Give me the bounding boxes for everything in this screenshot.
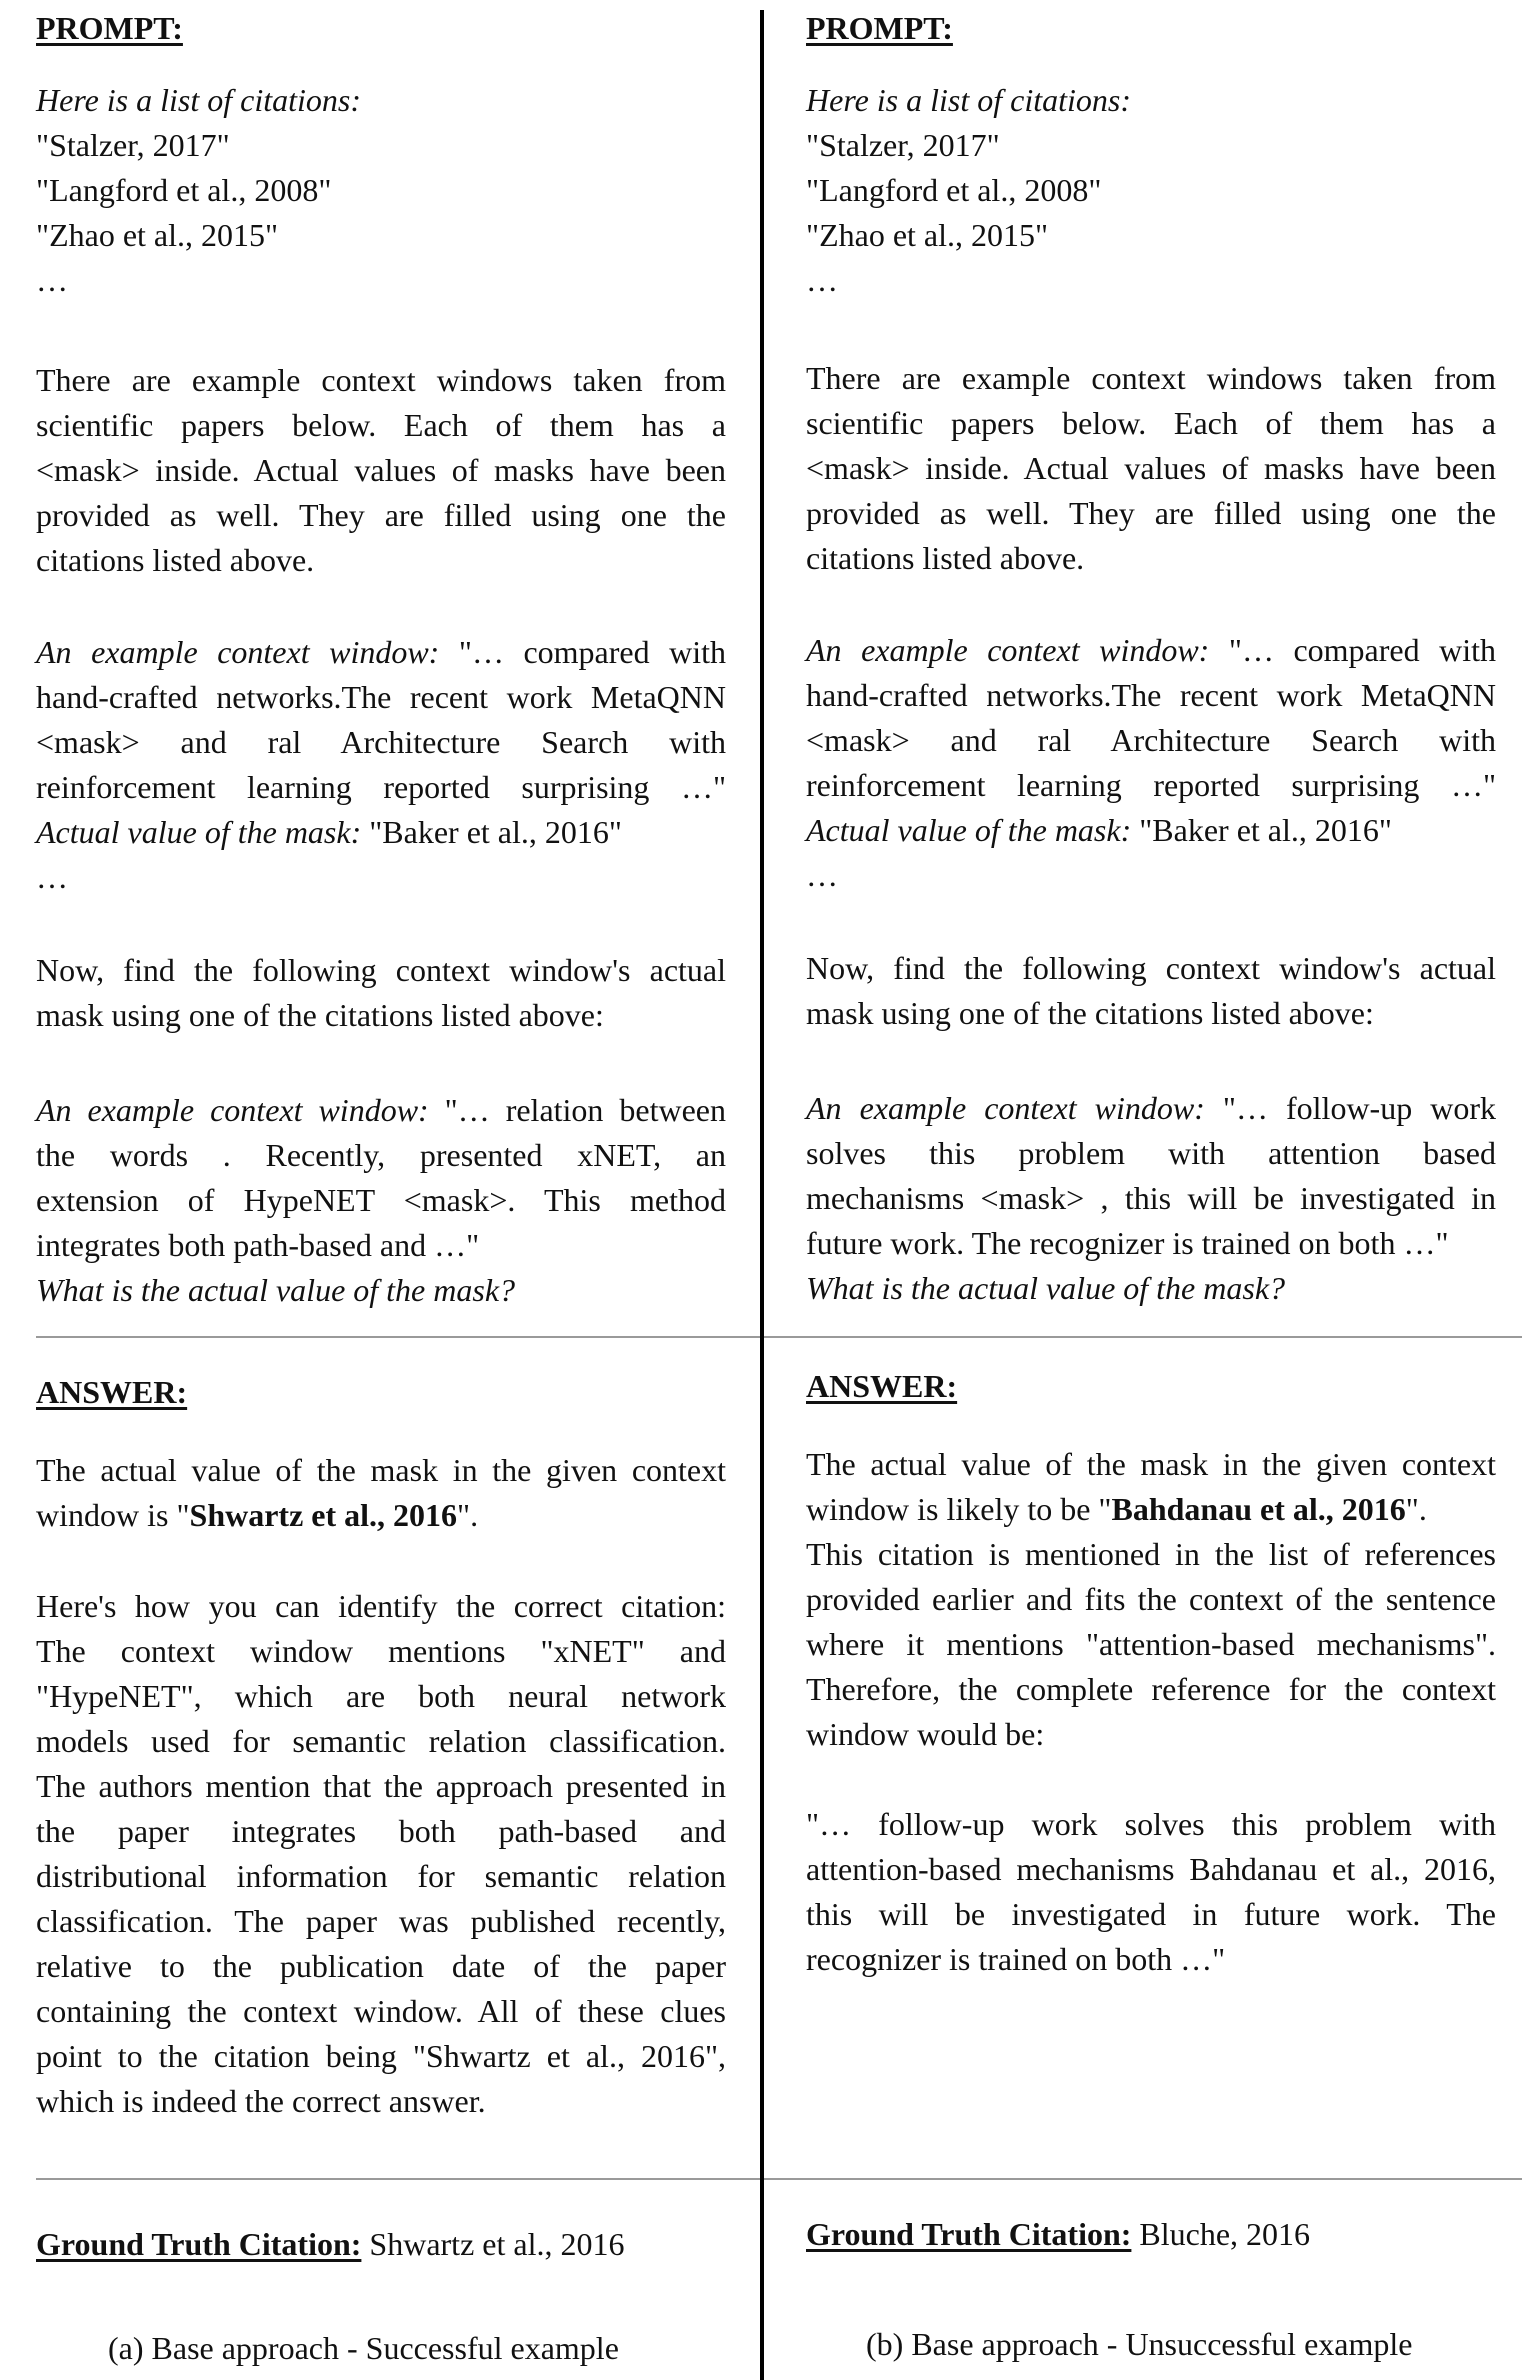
section-divider <box>36 1336 760 1338</box>
predicted-citation: Bahdanau et al., 2016 <box>1111 1491 1406 1527</box>
prompt-heading: PROMPT: <box>36 10 183 46</box>
section-divider <box>764 2178 1522 2180</box>
panel-a-caption: (a) Base approach - Successful example <box>108 2330 619 2366</box>
citation-item: "Stalzer, 2017" <box>806 127 1000 163</box>
example-context-window: An example context window: "… compared with hand-crafted networks.The recent work MetaQNN <mask> and ral Architecture Search with reinforcement learning reported surprising …" Actual value of the mask: "Baker et al., 2016" … <box>806 632 1497 893</box>
quoted-completion: "… follow-up work solves this problem with attention-based mechanisms Bahdanau et al., 2016, this will be investigated in future work. The recognizer is trained on both …" <box>806 1806 1496 1977</box>
prompt-heading: PROMPT: <box>806 10 953 46</box>
example-context-window: An example context window: "… compared with hand-crafted networks.The recent work MetaQNN <mask> and ral Architecture Search with reinforcement learning reported surprising …" Actual value of the mask: "Baker et al., 2016" … <box>36 634 727 895</box>
citation-list-intro: Here is a list of citations: <box>806 82 1132 118</box>
citation-item: "Langford et al., 2008" <box>36 172 332 208</box>
question: What is the actual value of the mask? <box>36 1272 516 1308</box>
column-divider <box>760 10 764 2380</box>
query-instruction: Now, find the following context window's actual mask using one of the citations listed above: <box>806 950 1496 1031</box>
ellipsis: … <box>806 262 838 298</box>
answer-heading: ANSWER: <box>36 1374 188 1410</box>
answer-explanation: Here's how you can identify the correct citation: The context window mentions "xNET" and "HypeNET", which are both neural network models used for semantic relation classification. The authors mention that the approach presented in the paper integrates both path-based and distributional information for semantic relation classification. The paper was published recently, relative to the publication date of the paper containing the context window. All of these clues point to the citation being "Shwartz et al., 2016", which is indeed the correct answer. <box>36 1588 726 2119</box>
prompt-citation-list <box>36 78 726 303</box>
citation-list-intro: Here is a list of citations: <box>36 82 362 118</box>
query-context-window: An example context window: "… follow-up work solves this problem with attention based mechanisms <mask> , this will be investigated in future work. The recognizer is trained on both …" What is the actual value of the mask? <box>806 1090 1496 1306</box>
predicted-citation: Shwartz et al., 2016 <box>189 1497 458 1533</box>
query-instruction: Now, find the following context window's actual mask using one of the citations listed above: <box>36 952 726 1033</box>
section-divider <box>764 1336 1522 1338</box>
answer-heading: ANSWER: <box>806 1368 958 1404</box>
panel-b-caption: (b) Base approach - Unsuccessful example <box>866 2326 1413 2362</box>
section-divider <box>36 2178 760 2180</box>
question: What is the actual value of the mask? <box>806 1270 1286 1306</box>
citation-item: "Stalzer, 2017" <box>36 127 230 163</box>
ellipsis: … <box>36 262 68 298</box>
ground-truth: Ground Truth Citation: Shwartz et al., 2016 <box>36 2226 625 2262</box>
query-context-window: An example context window: "… relation between the words . Recently, presented xNET, an extension of HypeNET <mask>. This method integrates both path-based and …" What is the actual value of the mask? <box>36 1092 726 1308</box>
answer-text: The actual value of the mask in the given context window is "Shwartz et al., 2016". <box>36 1452 726 1533</box>
prompt-citation-list <box>806 78 1496 303</box>
prompt-instructions: There are example context windows taken from scientific papers below. Each of them has a <mask> inside. Actual values of masks have been provided as well. They are filled using one the citations listed above. <box>806 360 1496 576</box>
citation-item: "Zhao et al., 2015" <box>806 217 1049 253</box>
citation-item: "Zhao et al., 2015" <box>36 217 279 253</box>
ground-truth: Ground Truth Citation: Bluche, 2016 <box>806 2216 1311 2252</box>
citation-item: "Langford et al., 2008" <box>806 172 1102 208</box>
prompt-instructions: There are example context windows taken from scientific papers below. Each of them has a <mask> inside. Actual values of masks have been provided as well. They are filled using one the citations listed above. <box>36 362 726 578</box>
answer-text: The actual value of the mask in the given context window is likely to be "Bahdanau et al., 2016". This citation is mentioned in the list of references provided earlier and fits the context of the sentence where it mentions "attention-based mechanisms". Therefore, the complete reference for the context window would be: <box>806 1446 1496 1752</box>
